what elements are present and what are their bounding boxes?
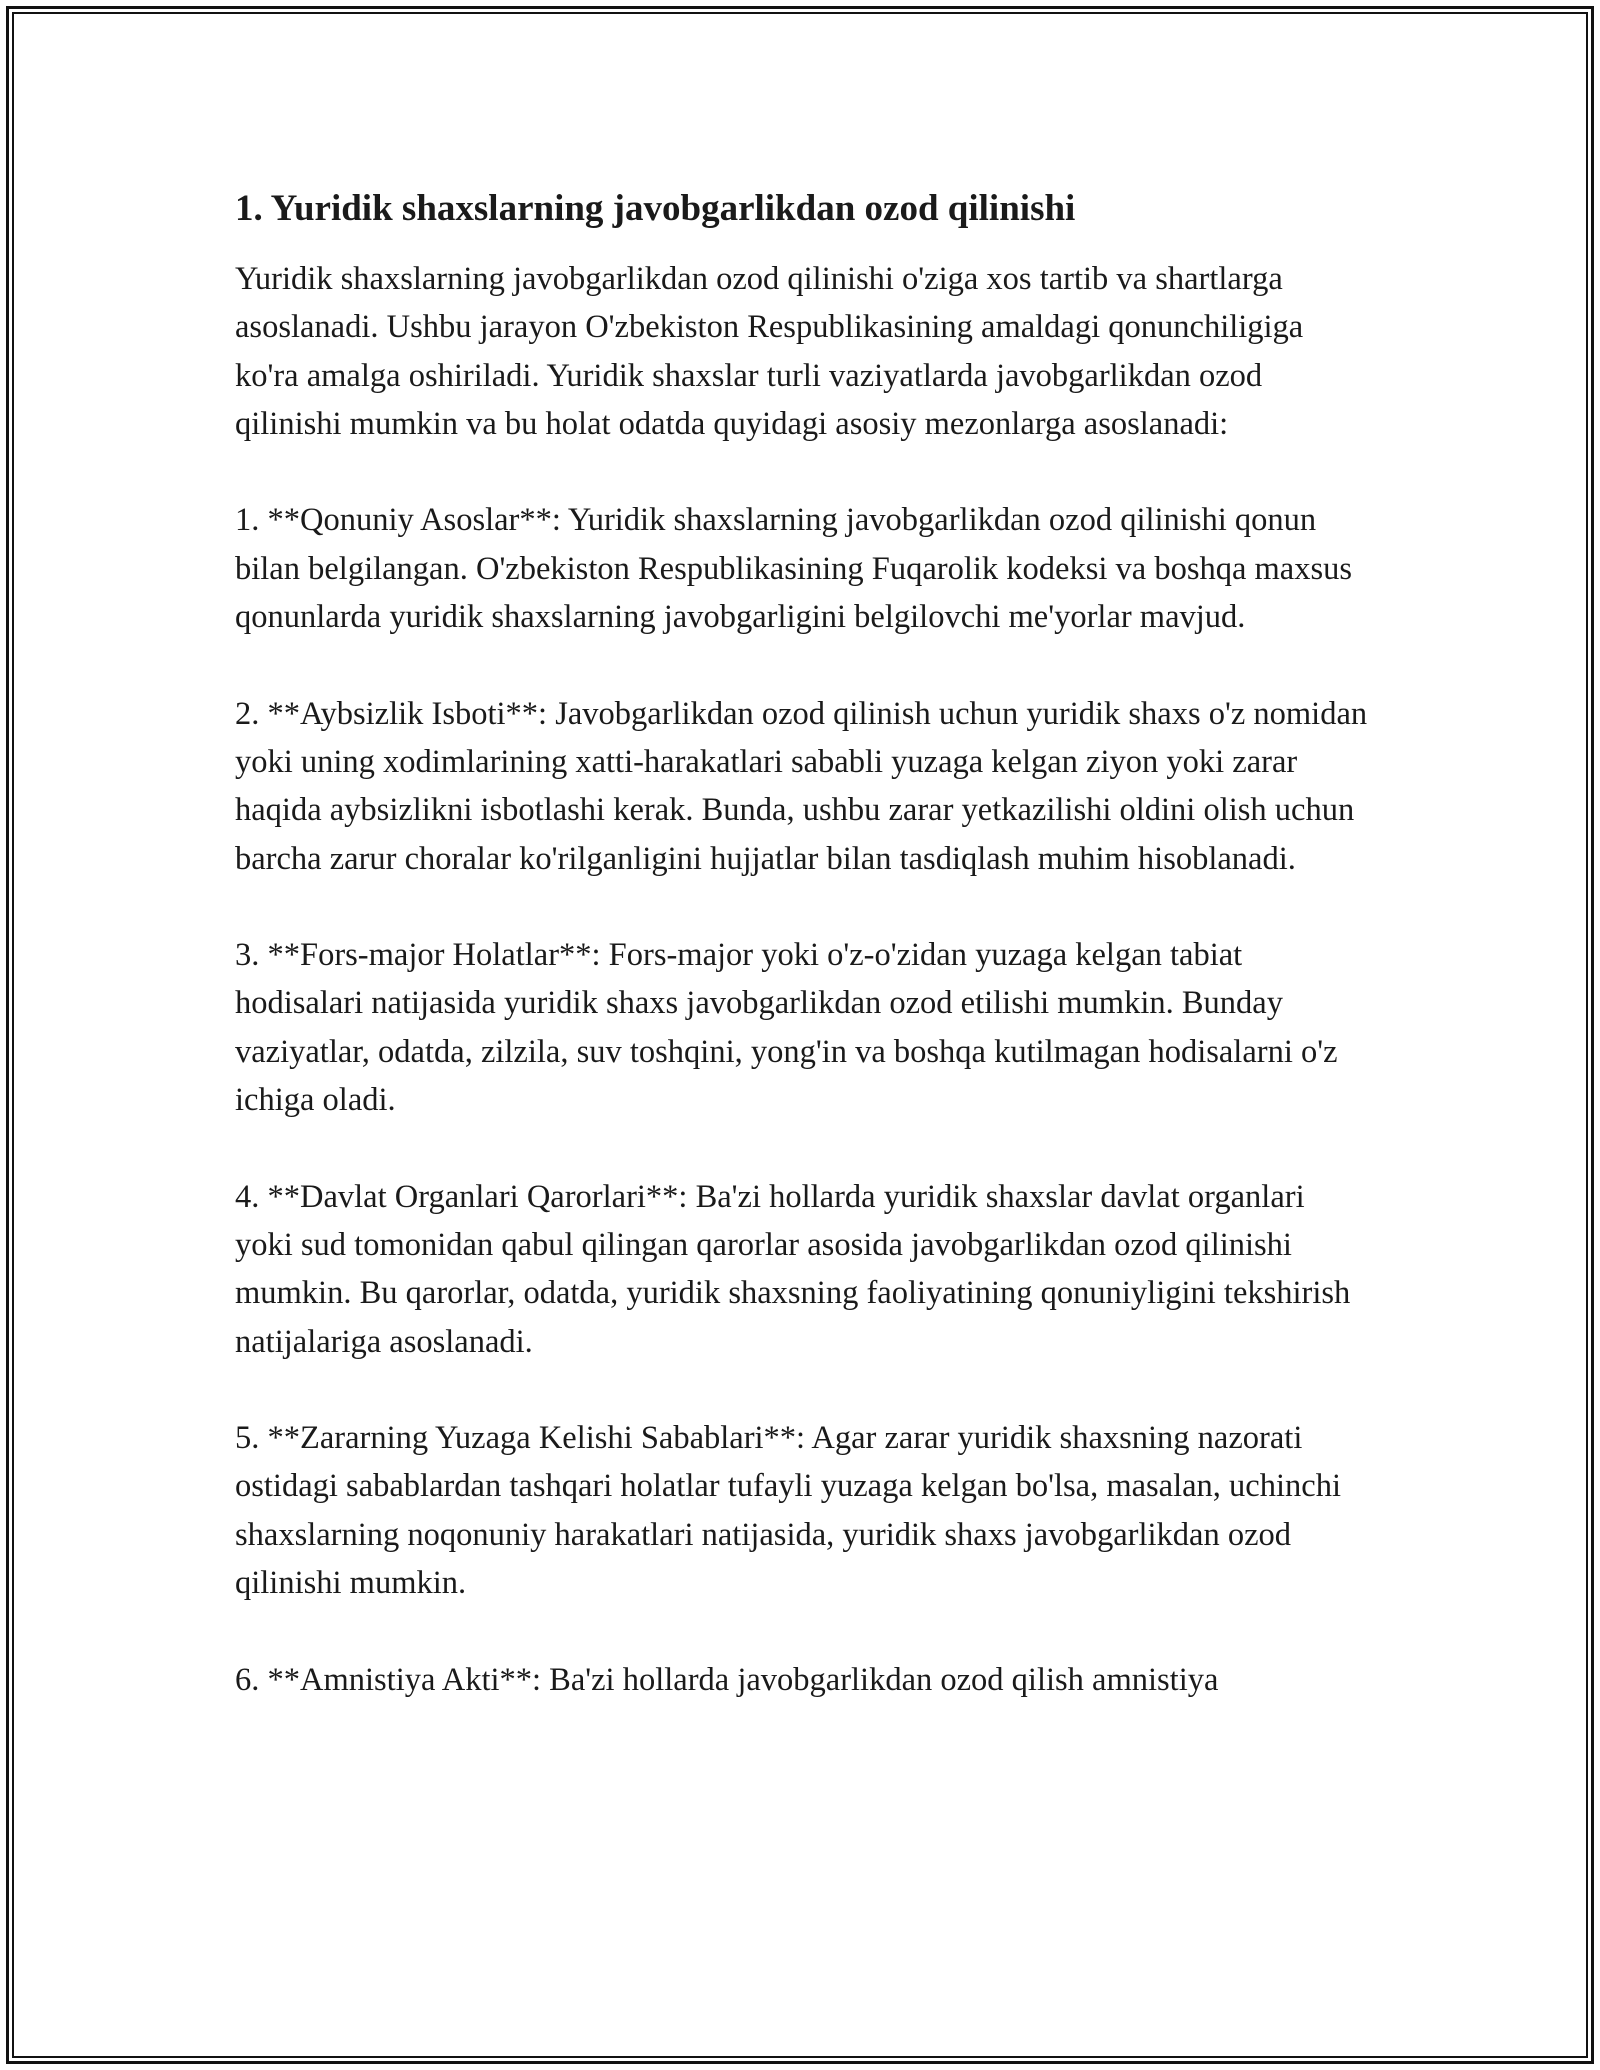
section-heading: 1. Yuridik shaxslarning javobgarlikdan ozod qilinishi — [235, 188, 1076, 229]
list-item-fors-major: 3. **Fors-major Holatlar**: Fors-major yoki o'z-o'zidan yuzaga kelgan tabiat hodisalari natijasida yuridik shaxs javobgarlikdan ozod etilishi mumkin. Bunday vaziyatlar, odatda, zilzila, suv toshqini, yong'in va boshqa kutilmagan hodisalarni o'z ichiga oladi. — [235, 937, 1338, 1119]
list-item-aybsizlik-isboti: 2. **Aybsizlik Isboti**: Javobgarlikdan ozod qilinish uchun yuridik shaxs o'z nomidan yoki uning xodimlarining xatti-harakatlari sababli yuzaga kelgan ziyon yoki zarar haqida aybsizlikni isbotlashi kerak. Bunda, ushbu zarar yetkazilishi oldini olish uchun barcha zarur choralar ko'rilganligini hujjatlar bilan tasdiqlash muhim hisoblanadi. — [235, 695, 1368, 877]
list-item-zarar-sabablari: 5. **Zararning Yuzaga Kelishi Sabablari**: Agar zarar yuridik shaxsning nazorati ostidagi sabablardan tashqari holatlar tufayli yuzaga kelgan bo'lsa, masalan, uchinchi shaxslarning noqonuniy harakatlari natijasida, yuridik shaxs javobgarlikdan ozod qilinishi mumkin. — [235, 1420, 1341, 1602]
intro-paragraph: Yuridik shaxslarning javobgarlikdan ozod qilinishi o'ziga xos tartib va shartlarga asoslanadi. Ushbu jarayon O'zbekiston Respublikasining amaldagi qonunchiligiga ko'ra amalga oshiriladi. Yuridik shaxslar turli vaziyatlarda javobgarlikdan ozod qilinishi mumkin va bu holat odatda quyidagi asosiy mezonlarga asoslanadi: — [235, 261, 1304, 442]
list-item-davlat-organlari: 4. **Davlat Organlari Qarorlari**: Ba'zi hollarda yuridik shaxslar davlat organlari yoki sud tomonidan qabul qilingan qarorlar asosida javobgarlikdan ozod qilinishi mumkin. Bu qarorlar, odatda, yuridik shaxsning faoliyatining qonuniyligini tekshirish natijalariga asoslanadi. — [235, 1178, 1351, 1360]
list-item-qonuniy-asoslar: 1. **Qonuniy Asoslar**: Yuridik shaxslarning javobgarlikdan ozod qilinishi qonun bilan belgilangan. O'zbekiston Respublikasining Fuqarolik kodeksi va boshqa maxsus qonunlarda yuridik shaxslarning javobgarligini belgilovchi me'yorlar mavjud. — [235, 502, 1353, 636]
list-item-amnistiya-akti: 6. **Amnistiya Akti**: Ba'zi hollarda javobgarlikdan ozod qilish amnistiya — [235, 1661, 1219, 1698]
document-body — [235, 185, 1370, 1752]
